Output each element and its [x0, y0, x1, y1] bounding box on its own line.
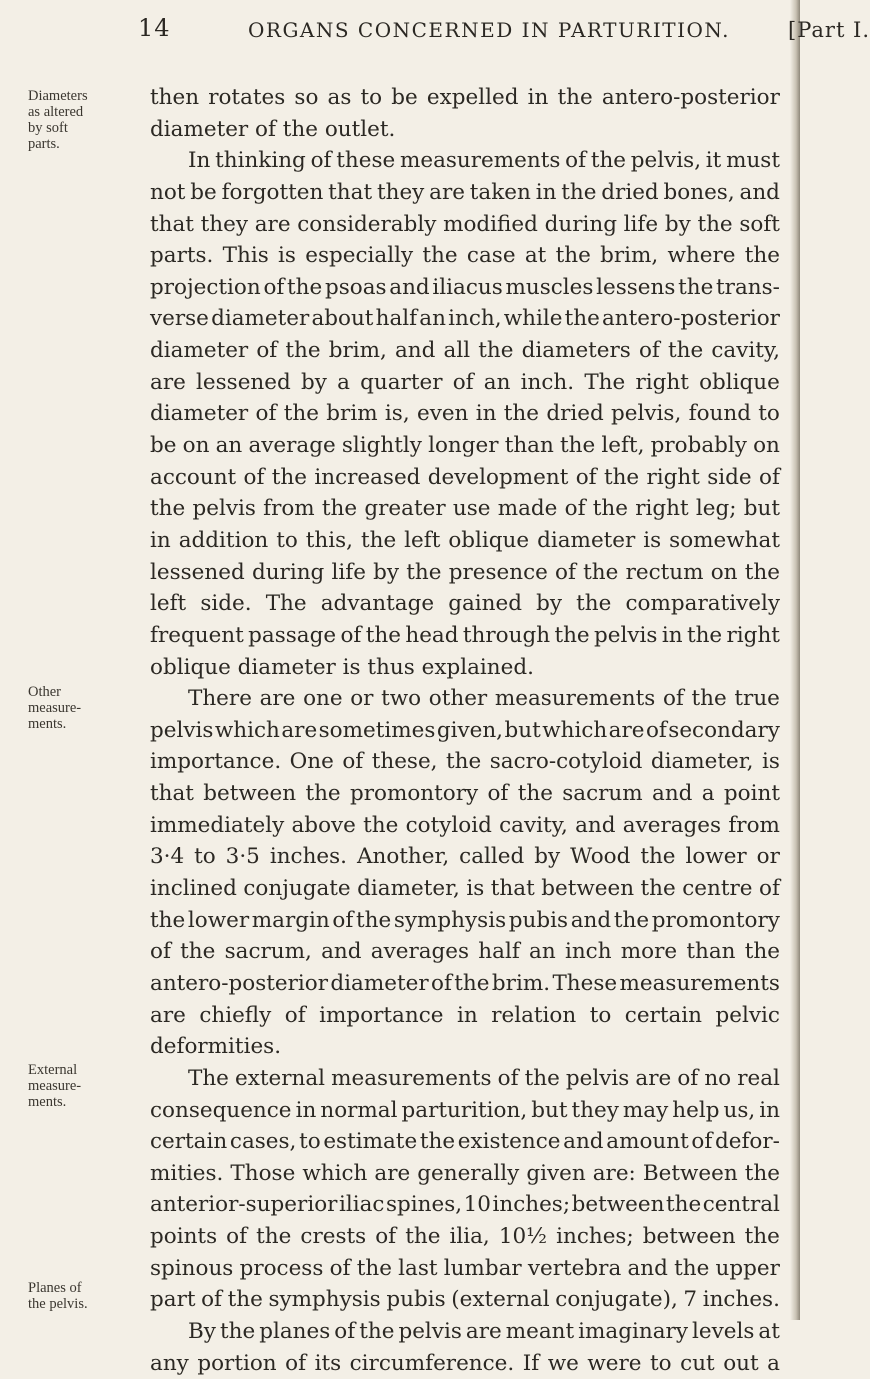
text-line: consequence in normal parturition, but they may help us, in: [150, 1097, 780, 1123]
text-line: anterior-superior iliac spines, 10 inches; between the central: [150, 1192, 780, 1218]
text-line: account of the increased development of the right side of: [150, 464, 780, 490]
text-line: importance. One of these, the sacro-cotyloid diameter, is: [150, 749, 780, 775]
margin-note-line: External: [28, 1062, 78, 1078]
text-line: pelvis which are sometimes given, but which are of secondary: [150, 717, 780, 743]
margin-note-line: as altered: [28, 104, 84, 120]
text-line: points of the crests of the ilia, 10½ inches; between the: [150, 1224, 780, 1250]
text-line: part of the symphysis pubis (external conjugate), 7 inches.: [150, 1287, 780, 1313]
running-title: ORGANS CONCERNED IN PARTURITION.: [248, 18, 730, 42]
margin-note-line: ments.: [28, 1094, 67, 1110]
text-line: verse diameter about half an inch, while the antero-posterior: [150, 306, 780, 332]
margin-note-line: parts.: [28, 136, 60, 152]
page-number: 14: [138, 14, 171, 42]
text-line: of the sacrum, and averages half an inch more than the: [150, 939, 780, 965]
text-line: spinous process of the last lumbar vertebra and the upper: [150, 1255, 780, 1281]
text-line: inclined conjugate diameter, is that between the centre of: [150, 876, 780, 902]
text-line: The external measurements of the pelvis are of no real: [188, 1065, 780, 1091]
margin-note-external: [28, 1062, 108, 1110]
text-line: the lower margin of the symphysis pubis and the promontory: [150, 907, 780, 933]
text-line: immediately above the cotyloid cavity, and averages from: [150, 812, 780, 838]
text-line: mities. Those which are generally given are: Between the: [150, 1160, 780, 1186]
text-line: In thinking of these measurements of the pelvis, it must: [188, 148, 780, 174]
text-line: that they are considerably modified during life by the soft: [150, 211, 780, 237]
text-line: then rotates so as to be expelled in the antero-posterior: [150, 85, 780, 110]
margin-note-planes: [28, 1280, 108, 1312]
text-line: antero-posterior diameter of the brim. These measurements: [150, 970, 780, 996]
text-line: any portion of its circumference. If we were to cut out a: [150, 1350, 780, 1376]
text-line: not be forgotten that they are taken in the dried bones, and: [150, 179, 780, 205]
part-label: [Part I.: [788, 18, 870, 42]
text-line: parts. This is especially the case at the brim, where the: [150, 243, 780, 269]
text-line: 3·4 to 3·5 inches. Another, called by Wood the lower or: [150, 844, 780, 870]
margin-note-line: measure-: [28, 1078, 82, 1094]
text-line: diameter of the brim, and all the diameters of the cavity,: [150, 338, 780, 364]
text-line: in addition to this, the left oblique diameter is somewhat: [150, 527, 780, 553]
margin-note-line: by soft: [28, 120, 68, 136]
page-edge-shadow: [790, 0, 800, 1320]
text-line: There are one or two other measurements of the true: [188, 686, 780, 712]
text-line: the pelvis from the greater use made of the right leg; but: [150, 496, 780, 522]
text-line: are chiefly of importance in relation to certain pelvic: [150, 1002, 780, 1028]
text-line: lessened during life by the presence of the rectum on the: [150, 559, 780, 585]
text-line: oblique diameter is thus explained.: [150, 654, 534, 680]
margin-note-line: measure-: [28, 700, 82, 716]
margin-note-line: Diameters: [28, 88, 88, 104]
text-line: left side. The advantage gained by the comparatively: [150, 591, 780, 617]
text-line: are lessened by a quarter of an inch. The right oblique: [150, 369, 780, 395]
text-line: certain cases, to estimate the existence and amount of defor-: [150, 1129, 780, 1155]
text-line: frequent passage of the head through the pelvis in the right: [150, 622, 780, 648]
margin-note-line: ments.: [28, 716, 67, 732]
text-line: diameter of the brim is, even in the dried pelvis, found to: [150, 401, 780, 427]
margin-note-other: [28, 684, 108, 732]
text-line: deformities.: [150, 1034, 282, 1060]
margin-note-line: the pelvis.: [28, 1296, 88, 1312]
text-line: projection of the psoas and iliacus muscles lessens the trans-: [150, 274, 780, 300]
text-line: that between the promontory of the sacrum and a point: [150, 781, 780, 807]
running-header: [138, 14, 870, 50]
text-line: By the planes of the pelvis are meant imaginary levels at: [188, 1318, 780, 1344]
margin-note-line: Other: [28, 684, 62, 700]
text-line: be on an average slightly longer than the left, probably on: [150, 433, 780, 459]
margin-note-diameters: [28, 88, 108, 152]
margin-note-line: Planes of: [28, 1280, 82, 1296]
body-text: [150, 82, 780, 1379]
text-line: diameter of the outlet.: [150, 116, 396, 142]
